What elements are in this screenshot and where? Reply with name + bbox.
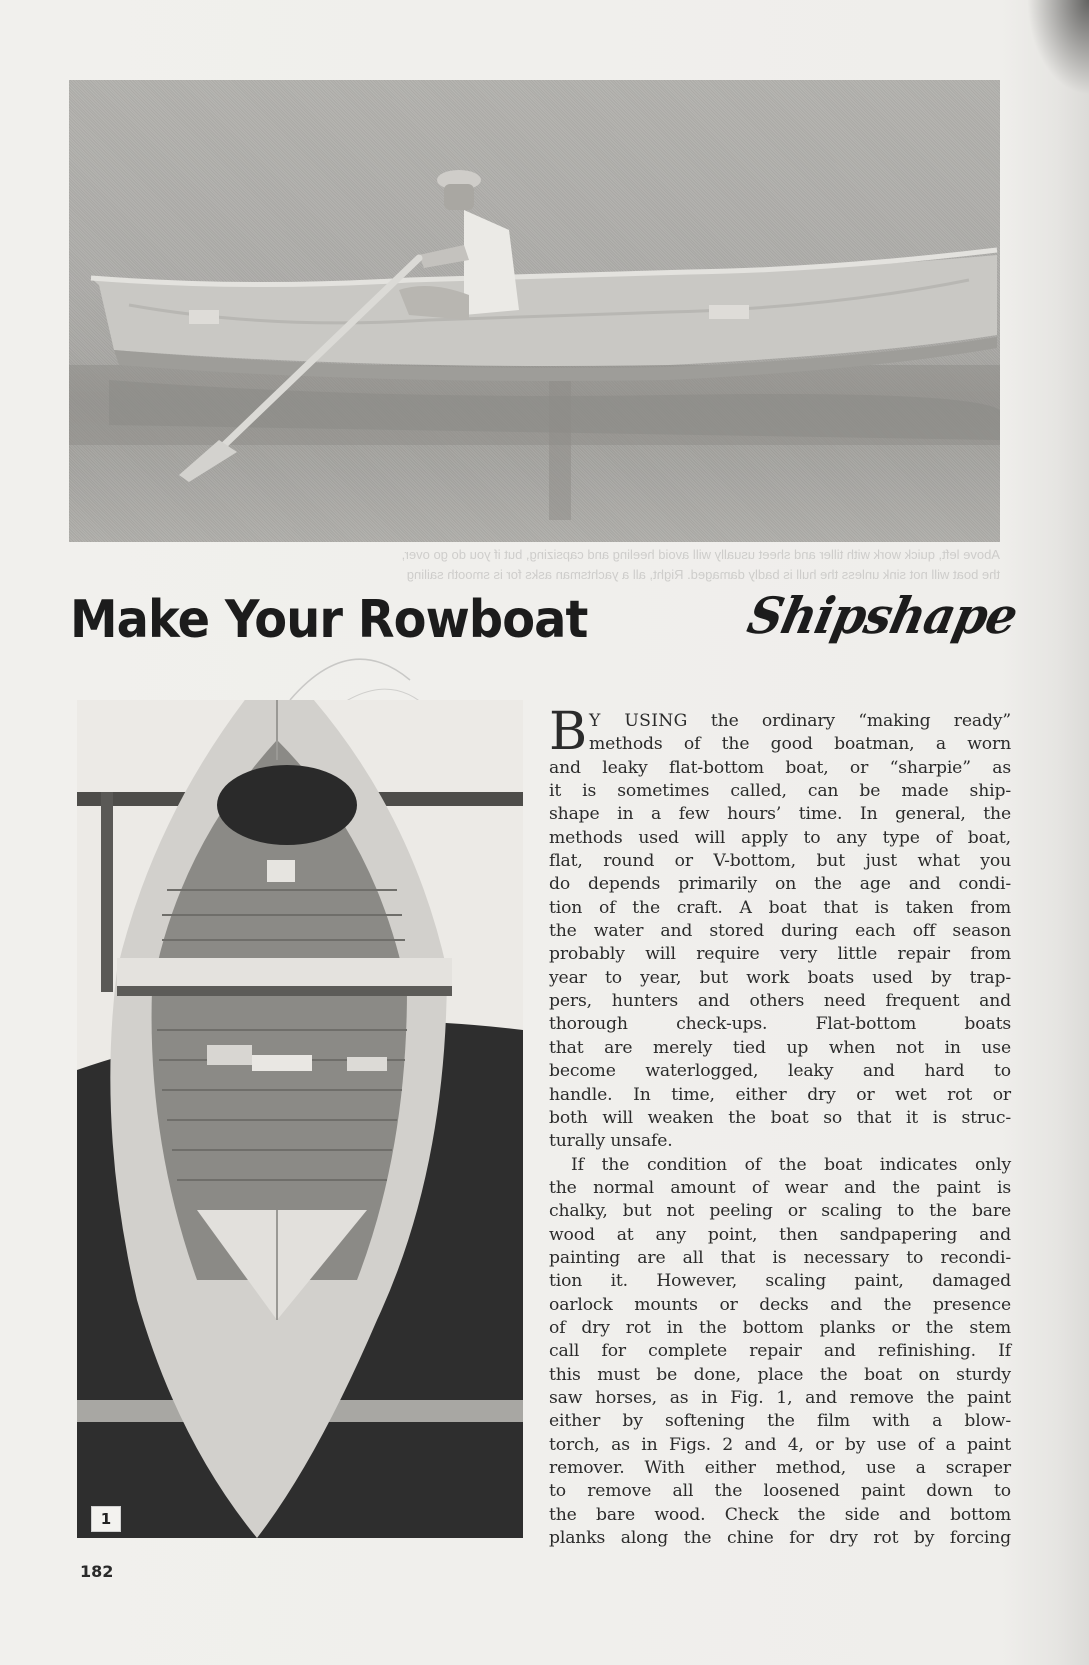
body-line: the water and stored during each off season <box>549 921 1011 942</box>
body-line: call for complete repair and refinishing. If <box>549 1341 1011 1362</box>
body-line: to remove all the loosened paint down to <box>549 1481 1011 1502</box>
body-line-text: the ordinary “making ready” <box>687 711 1011 731</box>
body-line: oarlock mounts or decks and the presence <box>549 1294 1011 1315</box>
body-line: turally unsafe. <box>549 1131 673 1152</box>
body-line: it is sometimes called, can be made ship- <box>549 781 1011 802</box>
body-line: and leaky flat-bottom boat, or “sharpie” as <box>549 757 1011 778</box>
article-body <box>549 702 1011 1550</box>
body-line: saw horses, as in Fig. 1, and remove the paint <box>549 1387 1011 1408</box>
figure-1-photo <box>77 700 523 1538</box>
body-line: year to year, but work boats used by trap- <box>549 967 1011 988</box>
body-line: pers, hunters and others need frequent and <box>549 991 1011 1012</box>
body-line: remover. With either method, use a scraper <box>549 1458 1011 1478</box>
title-main: Make Your Rowboat <box>70 590 588 650</box>
body-line: chalky, but not peeling or scaling to the bare <box>549 1201 1011 1222</box>
bleed-through-caption <box>69 545 1000 585</box>
body-line: methods of the good boatman, a worn <box>589 734 1011 755</box>
body-line: tion of the craft. A boat that is taken from <box>549 897 1011 918</box>
body-line: either by softening the film with a blow- <box>549 1411 1011 1432</box>
body-line: do depends primarily on the age and condi- <box>549 874 1011 895</box>
body-line: planks along the chine for dry rot by forcing <box>549 1528 1011 1549</box>
article-title <box>70 586 1023 660</box>
body-line: tion it. However, scaling paint, damaged <box>549 1271 1011 1292</box>
body-line: the bare wood. Check the side and bottom <box>549 1504 1011 1525</box>
rowboat-illustration <box>69 80 1000 542</box>
body-line: probably will require very little repair from <box>549 944 1011 965</box>
figure-number-label: 1 <box>91 1506 121 1532</box>
body-line: torch, as in Figs. 2 and 4, or by use of a paint <box>549 1434 1011 1455</box>
body-line: thorough check-ups. Flat-bottom boats <box>549 1014 1011 1035</box>
body-line: of dry rot in the bottom planks or the stem <box>549 1317 1011 1338</box>
body-line: shape in a few hours’ time. In general, the <box>549 804 1011 825</box>
top-photo-rowing <box>69 80 1000 542</box>
body-line: the normal amount of wear and the paint is <box>549 1177 1011 1198</box>
body-line: that are merely tied up when not in use <box>549 1037 1011 1058</box>
boat-top-view-illustration <box>77 700 523 1538</box>
body-line <box>549 710 1011 733</box>
body-line: flat, round or V-bottom, but just what you <box>549 851 1011 872</box>
body-line: If the condition of the boat indicates only <box>571 1154 1011 1175</box>
title-script: Shipshape <box>742 586 1023 645</box>
body-line: methods used will apply to any type of boat, <box>549 827 1011 848</box>
body-line: this must be done, place the boat on sturdy <box>549 1364 1011 1385</box>
body-line: wood at any point, then sandpapering and <box>549 1224 1011 1245</box>
lead-in-caps: Y USING <box>589 711 688 731</box>
bleed-caption-line: Above left, quick work with tiller and sheet usually will avoid heeling and capsizing, but if you do go over, <box>401 547 1000 562</box>
drop-cap: B <box>549 702 588 762</box>
body-line: handle. In time, either dry or wet rot or <box>549 1084 1011 1105</box>
body-line: become waterlogged, leaky and hard to <box>549 1061 1011 1082</box>
body-line: both will weaken the boat so that it is struc- <box>549 1107 1011 1128</box>
bleed-caption-line: the boat will not sink unless the hull is badly damaged. Right, all a yachtsman asks for is smooth sailing <box>406 567 1000 582</box>
page-number: 182 <box>80 1562 114 1581</box>
body-line: painting are all that is necessary to recondi- <box>549 1247 1011 1268</box>
